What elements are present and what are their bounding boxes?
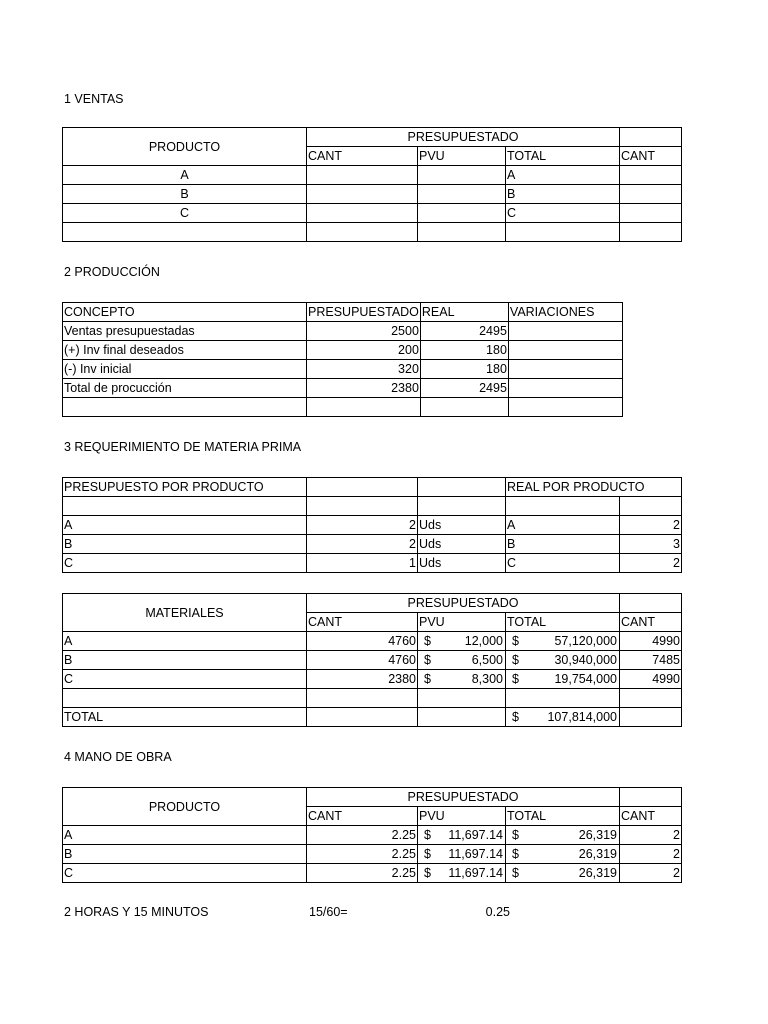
table-row	[63, 497, 682, 516]
currency-symbol: $	[512, 634, 519, 648]
horas-note: 2 HORAS Y 15 MINUTOS	[64, 905, 209, 919]
currency-symbol: $	[512, 672, 519, 686]
total-value: 57,120,000	[554, 634, 617, 648]
pvu-value: 6,500	[471, 653, 503, 667]
producto-header: PRODUCTO	[63, 128, 307, 166]
cant-real-cell: 4990	[620, 632, 682, 651]
empty-cell[interactable]	[418, 223, 506, 242]
pvu-value: 11,697.14	[448, 828, 503, 842]
pvu-cell	[418, 670, 506, 689]
concepto-header: CONCEPTO	[63, 303, 307, 322]
total-cell: A	[506, 166, 620, 185]
section-title-mano-obra: 4 MANO DE OBRA	[64, 750, 172, 764]
cant-header: CANT	[307, 147, 418, 166]
formula-result: 0.25	[485, 905, 510, 919]
requerimiento-table	[62, 477, 682, 573]
empty-cell[interactable]	[63, 223, 307, 242]
mano-obra-table	[62, 787, 682, 883]
empty-cell[interactable]	[418, 708, 506, 727]
qty-cell: 1	[307, 554, 418, 573]
total-cell	[506, 670, 620, 689]
table-row	[63, 651, 682, 670]
table-row	[63, 398, 623, 417]
empty-cell[interactable]	[508, 341, 622, 360]
real-qty-cell: 2	[620, 554, 682, 573]
section-title-requerimiento: 3 REQUERIMIENTO DE MATERIA PRIMA	[64, 440, 302, 454]
currency-symbol: $	[424, 634, 431, 648]
table-row	[63, 341, 623, 360]
cant-header: CANT	[307, 807, 418, 826]
empty-cell[interactable]	[508, 379, 622, 398]
product-name: B	[63, 845, 307, 864]
table-row	[63, 166, 682, 185]
table-row	[63, 360, 623, 379]
real-cell: 2495	[420, 322, 508, 341]
section-title-ventas: 1 VENTAS	[64, 92, 124, 106]
currency-symbol: $	[424, 672, 431, 686]
pvu-cell	[418, 845, 506, 864]
table-row	[63, 185, 682, 204]
product-name: C	[63, 864, 307, 883]
currency-symbol: $	[424, 866, 431, 880]
formula-note: 15/60=	[309, 905, 348, 919]
cant-real-cell: 2	[620, 845, 682, 864]
empty-cell[interactable]	[307, 708, 418, 727]
table-row	[63, 845, 682, 864]
total-cell	[506, 845, 620, 864]
empty-cell[interactable]	[307, 223, 418, 242]
total-value: 26,319	[578, 866, 617, 880]
cant-cell: 2.25	[307, 845, 418, 864]
empty-cell[interactable]	[63, 689, 307, 708]
pvu-header: PVU	[418, 807, 506, 826]
section-title-produccion: 2 PRODUCCIÓN	[64, 265, 160, 279]
empty-cell[interactable]	[620, 708, 682, 727]
cant-cell: 2380	[307, 670, 418, 689]
currency-symbol: $	[512, 847, 519, 861]
cant-cell: 4760	[307, 651, 418, 670]
grand-total-cell	[506, 708, 620, 727]
real-product-name: B	[506, 535, 620, 554]
real-product-name: A	[506, 516, 620, 535]
empty-cell[interactable]	[418, 689, 506, 708]
empty-cell[interactable]	[307, 185, 418, 204]
currency-symbol: $	[512, 653, 519, 667]
producto-header: PRODUCTO	[63, 788, 307, 826]
empty-cell[interactable]	[508, 360, 622, 379]
total-value: 26,319	[578, 828, 617, 842]
empty-cell[interactable]	[508, 322, 622, 341]
table-row	[63, 535, 682, 554]
real-cell: 180	[420, 360, 508, 379]
presupuestado-header: PRESUPUESTADO	[307, 303, 421, 322]
total-cell	[506, 632, 620, 651]
empty-cell[interactable]	[307, 689, 418, 708]
cant-real-header: CANT	[620, 807, 682, 826]
product-name: C	[63, 554, 307, 573]
total-header: TOTAL	[506, 807, 620, 826]
cant-cell: 2.25	[307, 826, 418, 845]
pvu-header: PVU	[418, 613, 506, 632]
cant-real-cell: 2	[620, 864, 682, 883]
real-cell: 2495	[420, 379, 508, 398]
pvu-cell	[418, 651, 506, 670]
total-value: 19,754,000	[554, 672, 617, 686]
cant-real-cell: 2	[620, 826, 682, 845]
product-name: B	[63, 185, 307, 204]
cant-real-cell: 4990	[620, 670, 682, 689]
real-product-name: C	[506, 554, 620, 573]
table-row	[63, 223, 682, 242]
empty-cell[interactable]	[418, 478, 506, 497]
currency-symbol: $	[512, 866, 519, 880]
table-row	[63, 864, 682, 883]
presupuesto-producto-header: PRESUPUESTO POR PRODUCTO	[63, 478, 307, 497]
concepto-cell: Ventas presupuestadas	[63, 322, 307, 341]
total-cell	[506, 864, 620, 883]
presupuestado-cell: 2500	[307, 322, 421, 341]
total-value: 26,319	[578, 847, 617, 861]
pvu-value: 12,000	[464, 634, 503, 648]
real-header: REAL	[420, 303, 508, 322]
table-row	[63, 826, 682, 845]
real-cell: 180	[420, 341, 508, 360]
grand-total-value: 107,814,000	[547, 710, 617, 724]
qty-cell: 2	[307, 516, 418, 535]
variaciones-header: VARIACIONES	[508, 303, 622, 322]
product-name: A	[63, 826, 307, 845]
presupuestado-header: PRESUPUESTADO	[307, 594, 620, 613]
empty-cell[interactable]	[506, 223, 620, 242]
table-row	[63, 632, 682, 651]
total-cell	[506, 826, 620, 845]
table-row	[63, 689, 682, 708]
table-row	[63, 670, 682, 689]
real-qty-cell: 2	[620, 516, 682, 535]
product-name: B	[63, 535, 307, 554]
concepto-cell: (+) Inv final deseados	[63, 341, 307, 360]
unit-cell: Uds	[418, 516, 506, 535]
presupuestado-header: PRESUPUESTADO	[307, 788, 620, 807]
pvu-value: 11,697.14	[448, 847, 503, 861]
empty-cell[interactable]	[620, 788, 682, 807]
total-header: TOTAL	[506, 613, 620, 632]
empty-cell[interactable]	[620, 223, 682, 242]
cant-real-header: CANT	[620, 613, 682, 632]
empty-cell[interactable]	[418, 185, 506, 204]
presupuestado-header: PRESUPUESTADO	[307, 128, 620, 147]
empty-cell[interactable]	[63, 497, 307, 516]
currency-symbol: $	[424, 847, 431, 861]
empty-cell[interactable]	[418, 204, 506, 223]
pvu-cell	[418, 632, 506, 651]
cant-cell: 4760	[307, 632, 418, 651]
pvu-header: PVU	[418, 147, 506, 166]
pvu-cell	[418, 864, 506, 883]
empty-cell[interactable]	[418, 497, 506, 516]
total-label: TOTAL	[63, 708, 307, 727]
product-name: A	[63, 516, 307, 535]
empty-cell[interactable]	[620, 128, 682, 147]
empty-cell[interactable]	[307, 398, 421, 417]
empty-cell[interactable]	[307, 478, 418, 497]
currency-symbol: $	[512, 710, 519, 724]
real-producto-header: REAL POR PRODUCTO	[506, 478, 682, 497]
table-row	[63, 554, 682, 573]
total-cell: B	[506, 185, 620, 204]
presupuestado-cell: 2380	[307, 379, 421, 398]
empty-cell[interactable]	[63, 398, 307, 417]
empty-cell[interactable]	[620, 166, 682, 185]
currency-symbol: $	[512, 828, 519, 842]
ventas-table	[62, 127, 682, 242]
empty-cell[interactable]	[508, 398, 622, 417]
empty-cell[interactable]	[620, 497, 682, 516]
material-name: A	[63, 632, 307, 651]
total-header: TOTAL	[506, 147, 620, 166]
materiales-header: MATERIALES	[63, 594, 307, 632]
produccion-table	[62, 302, 623, 417]
material-name: C	[63, 670, 307, 689]
empty-cell[interactable]	[620, 689, 682, 708]
total-cell: C	[506, 204, 620, 223]
currency-symbol: $	[424, 653, 431, 667]
empty-cell[interactable]	[620, 594, 682, 613]
currency-symbol: $	[424, 828, 431, 842]
total-value: 30,940,000	[554, 653, 617, 667]
table-row	[63, 204, 682, 223]
empty-cell[interactable]	[307, 166, 418, 185]
empty-cell[interactable]	[620, 204, 682, 223]
cant-cell: 2.25	[307, 864, 418, 883]
presupuestado-cell: 320	[307, 360, 421, 379]
empty-cell[interactable]	[420, 398, 508, 417]
empty-cell[interactable]	[506, 497, 620, 516]
product-name: A	[63, 166, 307, 185]
qty-cell: 2	[307, 535, 418, 554]
cant-real-header: CANT	[620, 147, 682, 166]
empty-cell[interactable]	[506, 689, 620, 708]
total-cell	[506, 651, 620, 670]
concepto-cell: (-) Inv inicial	[63, 360, 307, 379]
materiales-table	[62, 593, 682, 727]
presupuestado-cell: 200	[307, 341, 421, 360]
pvu-value: 11,697.14	[448, 866, 503, 880]
unit-cell: Uds	[418, 535, 506, 554]
table-row	[63, 322, 623, 341]
empty-cell[interactable]	[620, 185, 682, 204]
real-qty-cell: 3	[620, 535, 682, 554]
table-row	[63, 708, 682, 727]
empty-cell[interactable]	[418, 166, 506, 185]
table-row	[63, 379, 623, 398]
cant-real-cell: 7485	[620, 651, 682, 670]
cant-header: CANT	[307, 613, 418, 632]
pvu-cell	[418, 826, 506, 845]
product-name: C	[63, 204, 307, 223]
table-row	[63, 516, 682, 535]
concepto-cell: Total de procucción	[63, 379, 307, 398]
unit-cell: Uds	[418, 554, 506, 573]
material-name: B	[63, 651, 307, 670]
empty-cell[interactable]	[307, 204, 418, 223]
empty-cell[interactable]	[307, 497, 418, 516]
pvu-value: 8,300	[471, 672, 503, 686]
